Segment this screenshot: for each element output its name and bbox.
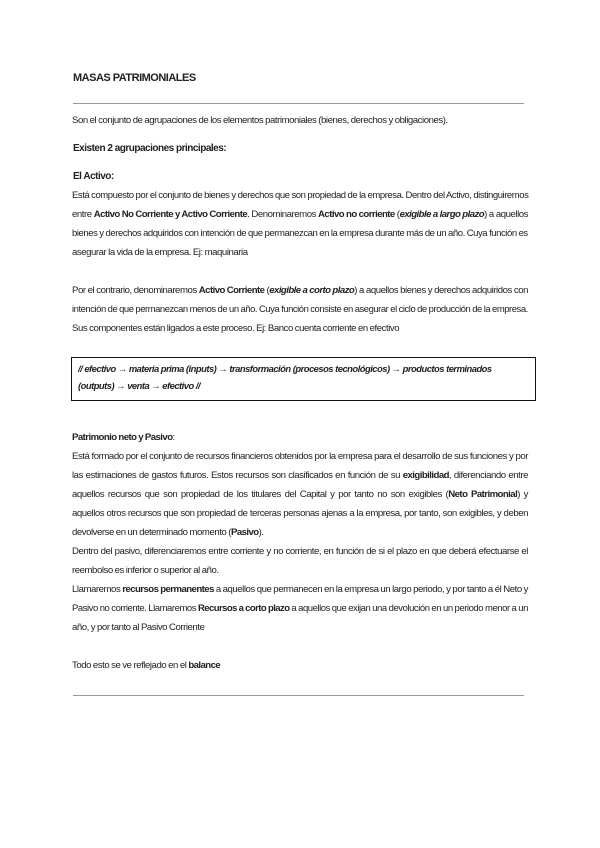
cycle-line-2: (outputs) → venta → efectivo // — [78, 380, 201, 391]
text-line: Dentro del pasivo, diferenciaremos entre corriente y no corriente, en función de si el plazo en que deberá efectuarse el — [72, 546, 528, 557]
text-line: intención de que permanezcan menos de un año. Cuya función consiste en asegurar el ciclo de producción de la empresa. — [72, 304, 528, 315]
production-cycle-box — [71, 357, 536, 401]
text-line: aquellos recursos que son propiedad de los titulares del Capital y por tanto no son exigibles (Neto Patrimonial) y — [72, 489, 528, 500]
closing-text: Todo esto se ve reflejado en el balance — [72, 660, 221, 671]
text-line: las estimaciones de gastos futuros. Estos recursos son clasificados en función de su exigibilidad, diferenciando entre — [72, 470, 529, 481]
text-line: asegurar la vida de la empresa. Ej: maquinaria — [72, 247, 248, 258]
text-line: entre Activo No Corriente y Activo Corriente. Denominaremos Activo no corriente (exigible a largo plazo) a aquellos — [72, 209, 528, 220]
horizontal-rule-bottom — [73, 695, 524, 696]
intro-text: Son el conjunto de agrupaciones de los elementos patrimoniales (bienes, derechos y obligaciones). — [72, 115, 448, 126]
text-line: Está formado por el conjunto de recursos financieros obtenidos por la empresa para el desarrollo de sus funciones y por — [72, 451, 528, 462]
text-line: reembolso es inferior o superior al año. — [72, 565, 219, 576]
text-line: Está compuesto por el conjunto de bienes y derechos que son propiedad de la empresa. Dentro del Activo, distinguiremos — [72, 190, 529, 201]
page-title: MASAS PATRIMONIALES — [73, 72, 196, 84]
text-line: aquellos otros recursos que son propiedad de terceras personas ajenas a la empresa, por tanto, son exigibles, y deben — [72, 508, 528, 519]
text-line: Llamaremos recursos permanentes a aquellos que permanecen en la empresa un largo periodo, y por tanto a él Neto y — [72, 584, 528, 595]
cycle-line-1: // efectivo → materia prima (inputs) → transformación (procesos tecnológicos) → productos terminados — [78, 363, 492, 374]
groups-heading: Existen 2 agrupaciones principales: — [73, 143, 227, 154]
text-line: año, y por tanto al Pasivo Corriente — [72, 622, 205, 633]
pasivo-heading: Patrimonio neto y Pasivo: — [72, 432, 175, 443]
text-line: Por el contrario, denominaremos Activo Corriente (exigible a corto plazo) a aquellos bienes y derechos adquiridos con — [72, 285, 528, 296]
text-line: devolverse en un determinado momento (Pasivo). — [72, 527, 264, 538]
text-line: bienes y derechos adquiridos con intención de que permanezcan en la empresa durante más de un año. Cuya función es — [72, 228, 528, 239]
text-line: Sus componentes están ligados a este proceso. Ej: Banco cuenta corriente en efectivo — [72, 323, 400, 334]
text-line: Pasivo no corriente. Llamaremos Recursos a corto plazo a aquellos que exijan una devolución en un periodo menor a un — [72, 603, 528, 614]
activo-heading: El Activo: — [73, 171, 114, 182]
horizontal-rule-top — [73, 103, 524, 104]
